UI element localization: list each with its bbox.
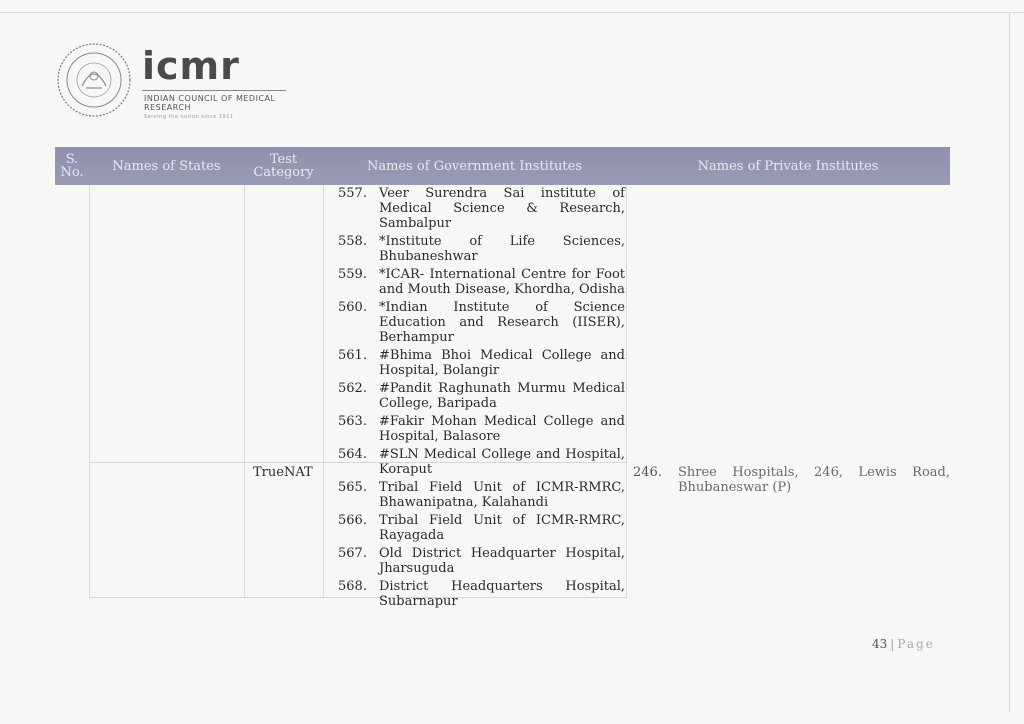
- header-priv: Names of Private Institutes: [697, 158, 879, 174]
- table-body: [55, 185, 950, 609]
- list-item: [326, 414, 626, 444]
- list-item: [326, 480, 626, 510]
- list-item: [326, 267, 626, 297]
- col-divider: [323, 185, 324, 598]
- list-item: [326, 546, 626, 576]
- item-text: #Bhima Bhoi Medical College and Hospital, Bolangir: [379, 348, 625, 378]
- item-number: 566.: [338, 513, 367, 528]
- list-item: [326, 348, 626, 378]
- item-number: 561.: [338, 348, 367, 363]
- item-text: District Headquarters Hospital, Subarnapur: [379, 579, 625, 609]
- header-state: Names of States: [112, 158, 221, 174]
- list-item: [326, 186, 626, 231]
- item-text: *Institute of Life Sciences, Bhubaneshwar: [379, 234, 625, 264]
- item-number: 567.: [338, 546, 367, 561]
- col-divider: [626, 185, 627, 598]
- item-number: 560.: [338, 300, 367, 315]
- item-text: Tribal Field Unit of ICMR-RMRC, Bhawanipatna, Kalahandi: [379, 480, 625, 510]
- list-item: [326, 234, 626, 264]
- page-label: Page: [897, 637, 935, 651]
- header-sno: S. No.: [60, 152, 84, 180]
- item-number: 558.: [338, 234, 367, 249]
- list-item: [326, 513, 626, 543]
- item-number: 557.: [338, 186, 367, 201]
- institutes-table: [55, 147, 950, 609]
- header-gov: Names of Government Institutes: [366, 158, 583, 174]
- gov-institutes-list: [326, 186, 626, 612]
- org-name: INDIAN COUNCIL OF MEDICAL RESEARCH: [144, 94, 276, 112]
- item-text: *Indian Institute of Science Education and Research (IISER), Berhampur: [379, 300, 625, 345]
- icmr-logo: [56, 42, 276, 122]
- item-number: 568.: [338, 579, 367, 594]
- item-text: Veer Surendra Sai institute of Medical Science & Research, Sambalpur: [379, 186, 625, 231]
- table-header: [55, 147, 950, 185]
- list-item: [326, 579, 626, 609]
- private-item-text: Shree Hospitals, 246, Lewis Road, Bhubaneswar (P): [678, 465, 950, 495]
- col-divider: [89, 185, 90, 598]
- item-text: #SLN Medical College and Hospital, Koraput: [379, 447, 625, 477]
- private-item-number: 246.: [633, 465, 662, 480]
- col-divider: [244, 185, 245, 598]
- list-item: [326, 381, 626, 411]
- page-separator: |: [890, 637, 895, 651]
- item-number: 563.: [338, 414, 367, 429]
- icmr-seal-icon: [56, 42, 132, 118]
- item-text: *ICAR- International Centre for Foot and Mouth Disease, Khordha, Odisha: [379, 267, 625, 297]
- item-number: 564.: [338, 447, 367, 462]
- test-category-label: TrueNAT: [253, 465, 313, 480]
- item-text: Tribal Field Unit of ICMR-RMRC, Rayagada: [379, 513, 625, 543]
- page-number: 43: [872, 637, 888, 651]
- item-number: 565.: [338, 480, 367, 495]
- item-text: #Fakir Mohan Medical College and Hospital, Balasore: [379, 414, 625, 444]
- logo-rule: [142, 90, 286, 91]
- item-number: 562.: [338, 381, 367, 396]
- header-category: Test Category: [253, 152, 314, 180]
- org-tagline: Serving the nation since 1911: [144, 114, 234, 120]
- item-number: 559.: [338, 267, 367, 282]
- list-item: [326, 447, 626, 477]
- list-item: [326, 300, 626, 345]
- page-border-top: [0, 12, 1024, 13]
- icmr-wordmark: icmr: [142, 44, 240, 88]
- page-border-right: [1009, 12, 1010, 712]
- page-footer: [872, 637, 935, 651]
- item-text: #Pandit Raghunath Murmu Medical College, Baripada: [379, 381, 625, 411]
- item-text: Old District Headquarter Hospital, Jharsuguda: [379, 546, 625, 576]
